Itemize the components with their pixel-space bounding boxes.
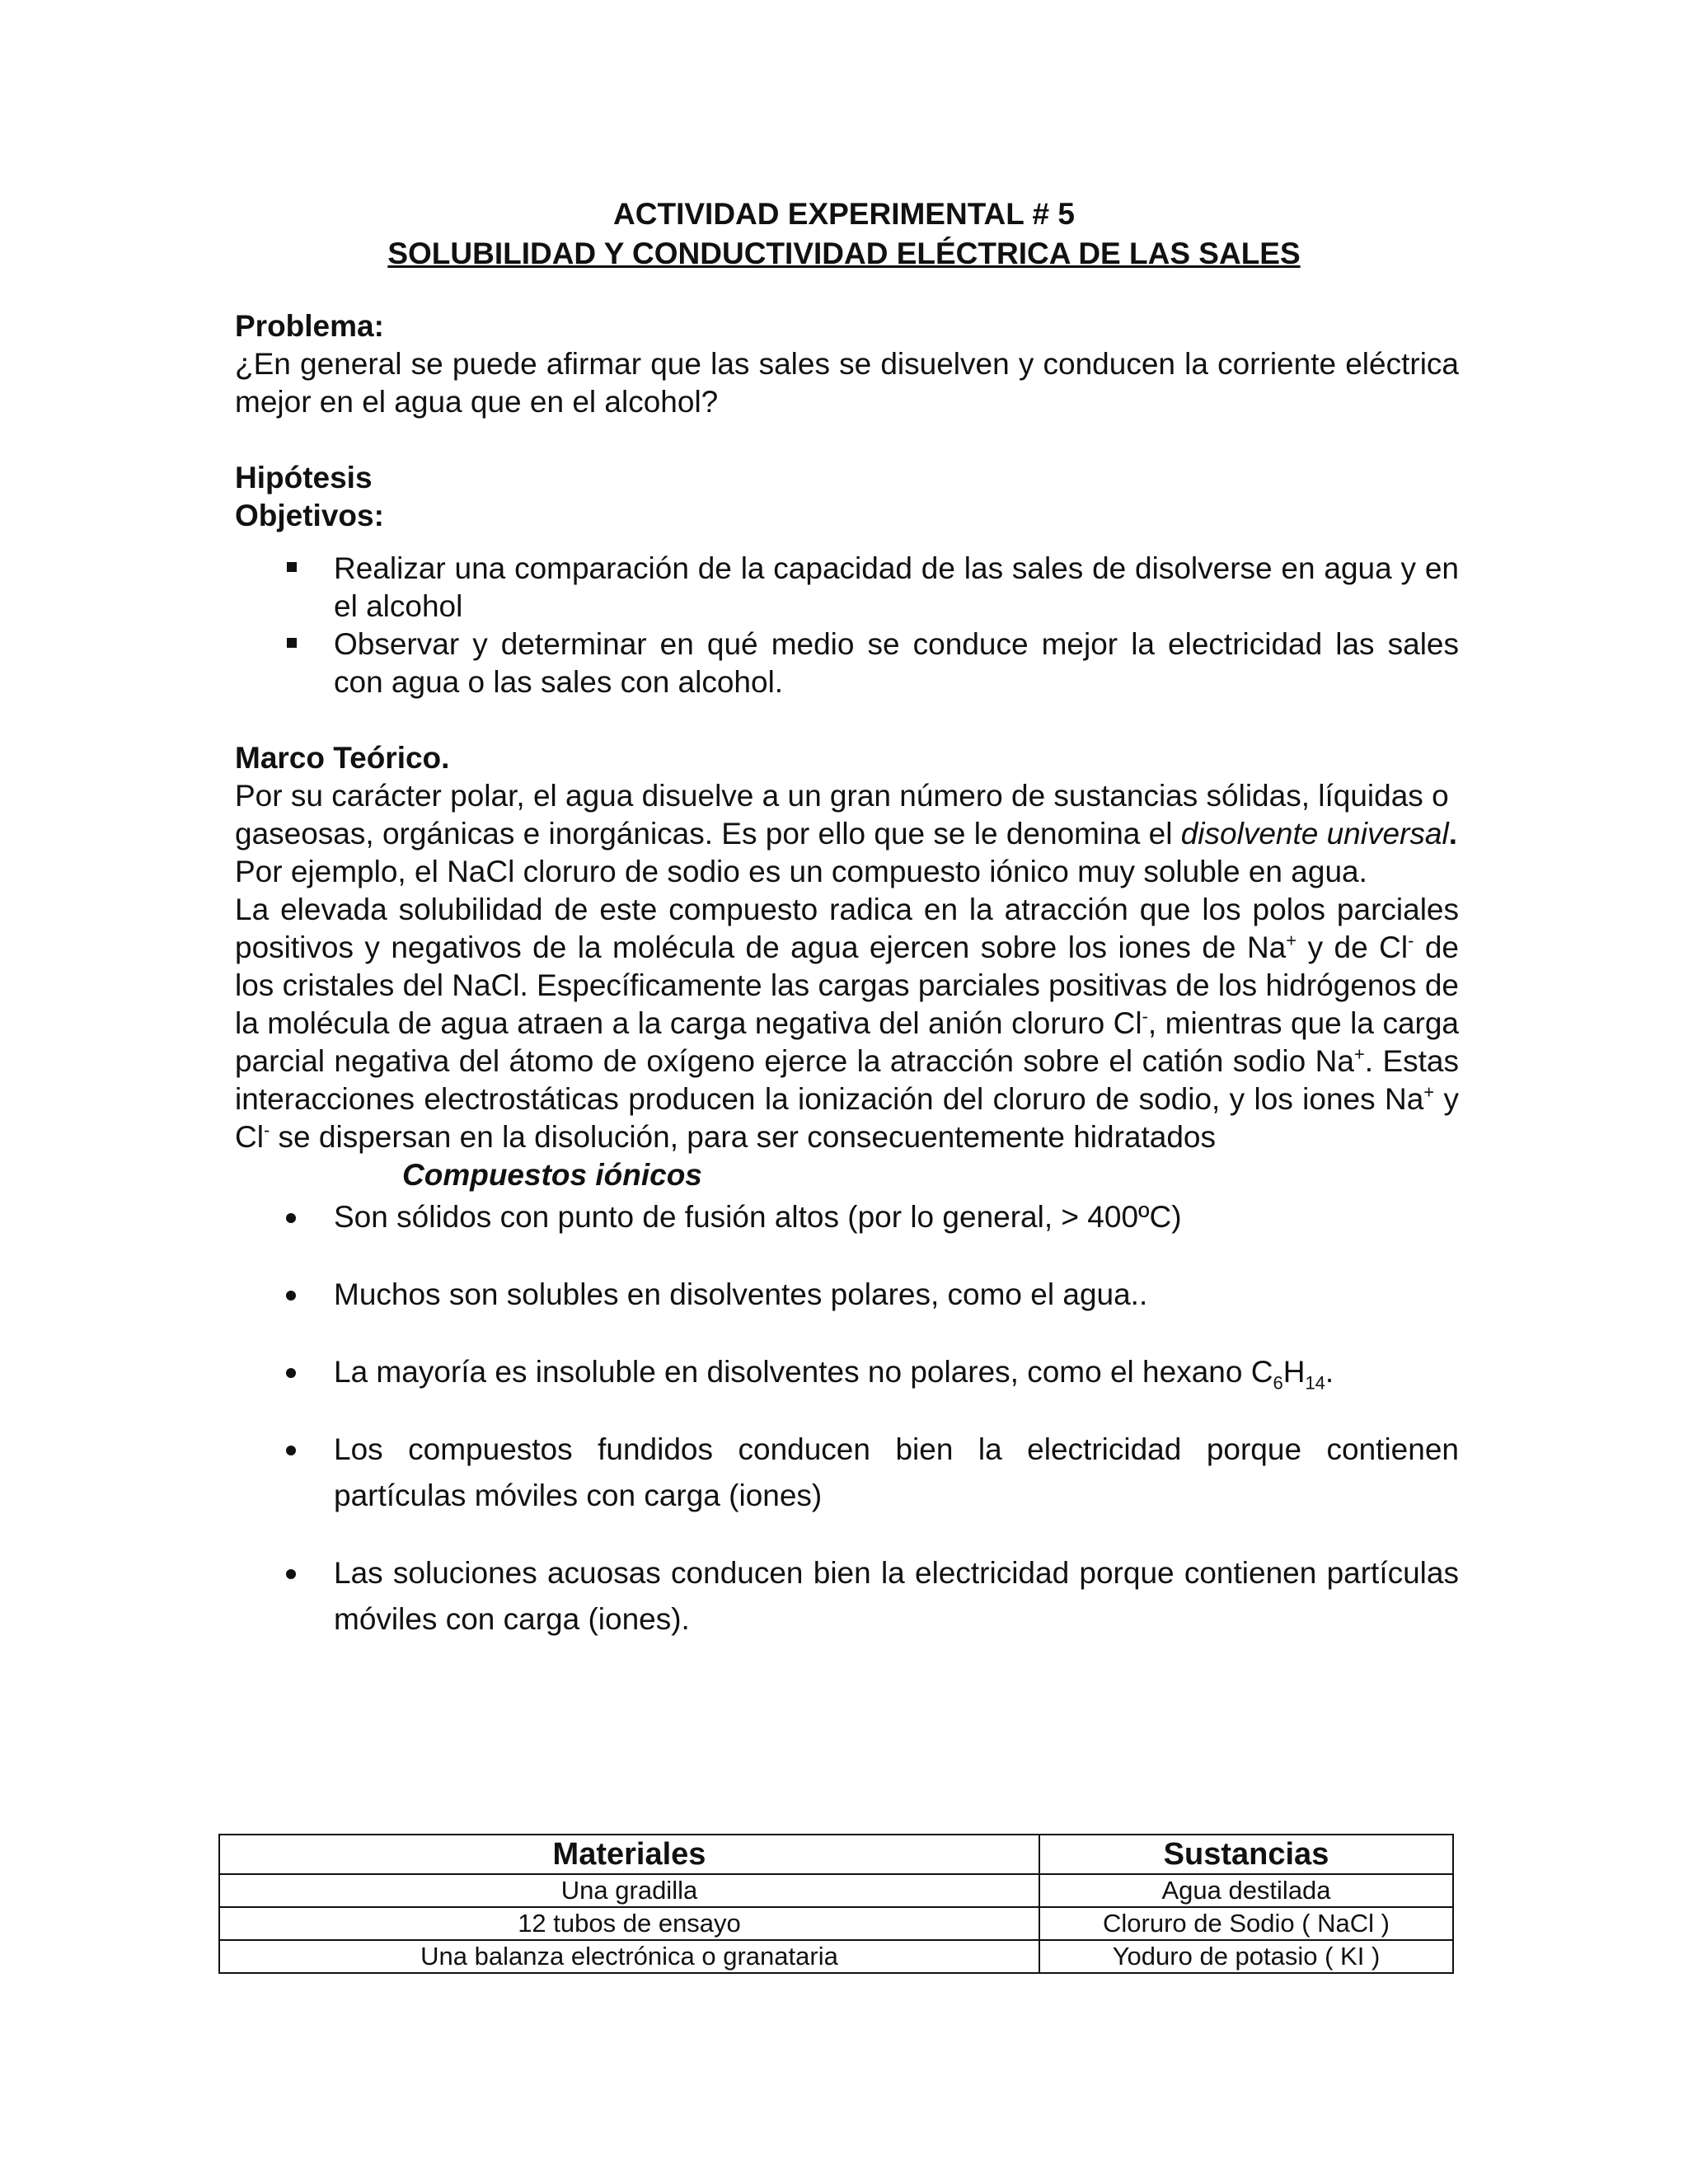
objetivos-heading: Objetivos: <box>235 499 384 532</box>
list-item <box>235 1427 1459 1519</box>
marco-text: . <box>1448 817 1457 851</box>
marco-text: . Estas interacciones electrostáticas producen la ionización del cloruro de sodio, y los iones Na <box>235 1044 1459 1116</box>
objetivo-text: Realizar una comparación de la capacidad de las sales de disolverse en agua y en el alcohol <box>334 551 1459 623</box>
marco-heading: Marco Teórico. <box>235 741 450 775</box>
compuesto-text-part: H <box>1282 1355 1306 1389</box>
emphasis-text: disolvente universal <box>1180 817 1449 851</box>
table-header-row <box>219 1835 1453 1874</box>
compuesto-text-part: . <box>1325 1355 1334 1389</box>
table-cell: Agua destilada <box>1039 1874 1453 1907</box>
superscript: - <box>1408 930 1414 951</box>
table-cell: Una balanza electrónica o granataria <box>219 1940 1039 1973</box>
bullet-icon <box>286 1446 296 1455</box>
table-row <box>219 1940 1453 1973</box>
column-header-sustancias: Sustancias <box>1039 1835 1453 1874</box>
list-item <box>235 1194 1459 1240</box>
table-row <box>219 1907 1453 1940</box>
superscript: - <box>1142 1005 1148 1027</box>
square-bullet-icon <box>287 638 297 648</box>
document-subtitle: SOLUBILIDAD Y CONDUCTIVIDAD ELÉCTRICA DE LAS SALES <box>387 237 1301 270</box>
list-item <box>235 1550 1459 1643</box>
bullet-icon <box>286 1368 296 1378</box>
table-cell: 12 tubos de ensayo <box>219 1907 1039 1940</box>
superscript: - <box>263 1119 270 1141</box>
objetivos-list <box>235 550 1459 701</box>
problema-text: ¿En general se puede afirmar que las sales se disuelven y conducen la corriente eléctrica mejor en el agua que en el alcohol? <box>235 347 1459 419</box>
compuesto-text-part: La mayoría es insoluble en disolventes no polares, como el hexano C <box>334 1355 1273 1389</box>
objetivo-text: Observar y determinar en qué medio se conduce mejor la electricidad las sales con agua o las sales con alcohol. <box>334 627 1459 699</box>
materials-table <box>218 1834 1454 1974</box>
bullet-icon <box>286 1569 296 1579</box>
square-bullet-icon <box>287 562 297 572</box>
marco-text: Por su carácter polar, el agua disuelve a un gran número de sustancias sólidas, líquidas o gaseosas, orgánicas e inorgánicas. Es por ello que se le denomina el <box>235 779 1449 851</box>
marco-text: y de Cl <box>1296 930 1409 964</box>
superscript: + <box>1286 930 1297 951</box>
compuesto-text <box>334 1355 1334 1394</box>
compuesto-text: Las soluciones acuosas conducen bien la electricidad porque contienen partículas móviles con carga (iones). <box>334 1556 1459 1636</box>
title-block <box>0 194 1688 274</box>
bullet-icon <box>286 1291 296 1301</box>
table-cell: Yoduro de potasio ( KI ) <box>1039 1940 1453 1973</box>
document-body <box>235 307 1459 1674</box>
column-header-materiales: Materiales <box>219 1835 1039 1874</box>
list-item <box>235 1272 1459 1318</box>
document-title: ACTIVIDAD EXPERIMENTAL # 5 <box>613 197 1075 231</box>
subscript: 14 <box>1305 1372 1325 1394</box>
marco-text: Por ejemplo, el NaCl cloruro de sodio es un compuesto iónico muy soluble en agua. <box>235 855 1367 888</box>
marco-paragraph-2 <box>235 891 1459 1156</box>
list-item <box>235 626 1459 701</box>
list-item <box>235 1349 1459 1395</box>
problema-heading: Problema: <box>235 309 384 343</box>
subscript: 6 <box>1273 1372 1283 1394</box>
compuesto-text: Los compuestos fundidos conducen bien la electricidad porque contienen partículas móviles con carga (iones) <box>334 1432 1459 1512</box>
compuesto-text: Muchos son solubles en disolventes polares, como el agua.. <box>334 1277 1148 1311</box>
marco-text: se dispersan en la disolución, para ser consecuentemente hidratados <box>270 1120 1216 1154</box>
table-cell: Cloruro de Sodio ( NaCl ) <box>1039 1907 1453 1940</box>
bullet-icon <box>286 1213 296 1223</box>
superscript: + <box>1353 1043 1365 1065</box>
compuestos-list <box>235 1194 1459 1643</box>
marco-text: , mientras que la carga parcial negativa del átomo de oxígeno ejerce la atracción sobre el catión sodio Na <box>235 1006 1459 1078</box>
superscript: + <box>1423 1081 1435 1103</box>
marco-text: de los cristales del NaCl. Específicamente las cargas parciales positivas de los hidrógenos de la molécula de agua atraen a la carga negativa del anión cloruro Cl <box>235 930 1459 1040</box>
hipotesis-heading: Hipótesis <box>235 461 373 494</box>
compuesto-text: Son sólidos con punto de fusión altos (por lo general, > 400ºC) <box>334 1200 1182 1234</box>
marco-text: y Cl <box>235 1082 1459 1154</box>
marco-text: La elevada solubilidad de este compuesto radica en la atracción que los polos parciales positivos y negativos de la molécula de agua ejercen sobre los iones de Na <box>235 893 1459 964</box>
compuestos-title: Compuestos iónicos <box>402 1158 702 1192</box>
list-item <box>235 550 1459 626</box>
table-cell: Una gradilla <box>219 1874 1039 1907</box>
table-row <box>219 1874 1453 1907</box>
marco-paragraph-1 <box>235 777 1459 891</box>
